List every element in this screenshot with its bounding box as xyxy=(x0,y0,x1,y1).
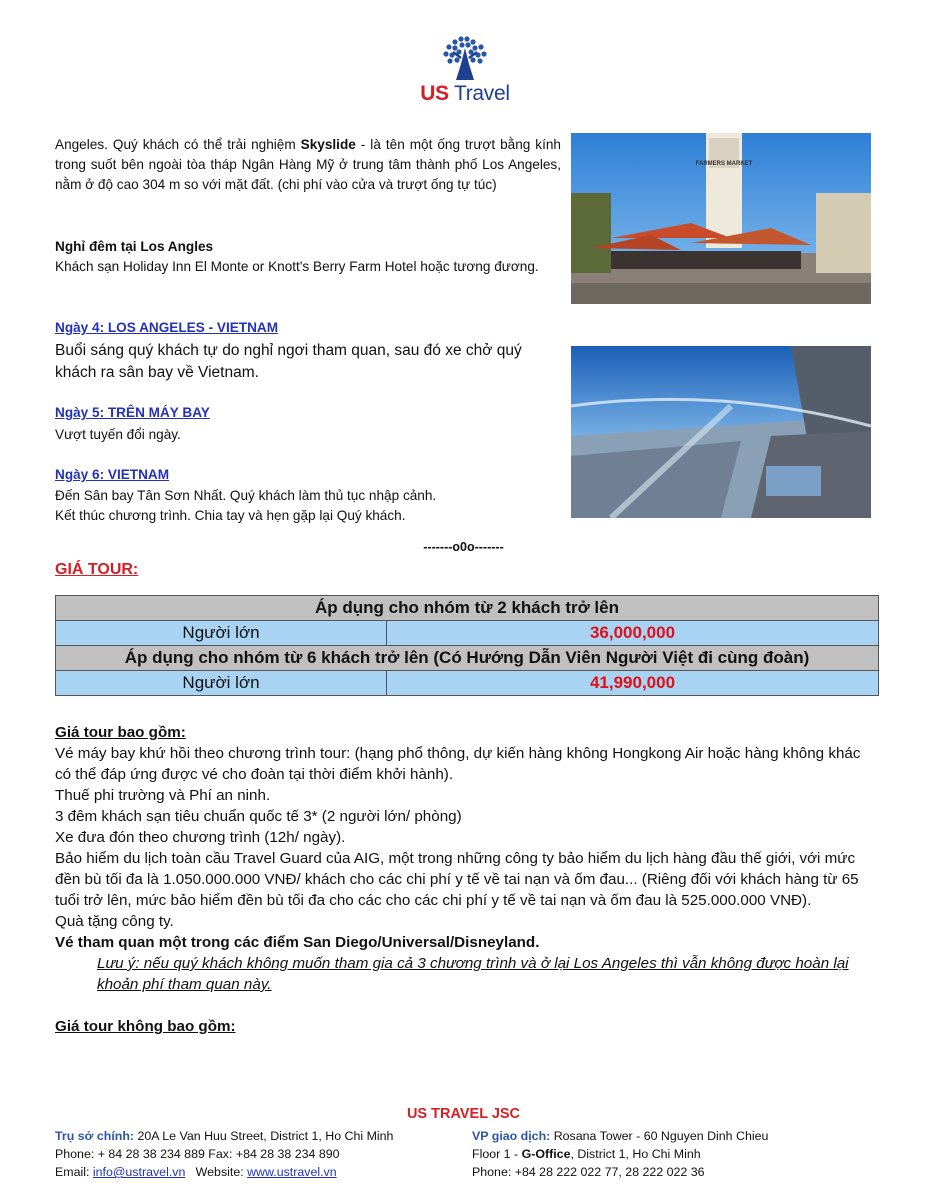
skyslide-photo xyxy=(571,346,871,518)
night-title: Nghỉ đêm tại Los Angles xyxy=(55,239,214,254)
price-row xyxy=(56,621,879,646)
list-item: 3 đêm khách sạn tiêu chuẩn quốc tế 3* (2 người lớn/ phòng) xyxy=(55,808,462,825)
price-group-row xyxy=(56,646,879,671)
footer-company: US TRAVEL JSC xyxy=(406,1106,521,1122)
list-item: Xe đưa đón theo chương trình (12h/ ngày). xyxy=(55,829,346,846)
adult-price: 36,000,000 xyxy=(387,621,879,646)
day-6-text-2: Kết thúc chương trình. Chia tay và hẹn gặp lại Quý khách. xyxy=(55,508,406,523)
list-item: Bảo hiểm du lịch toàn cầu Travel Guard của AIG, một trong những công ty bảo hiểm du lịch hàng đầu thế giới, với mức đền bù tối đa là 1.050.000.000 VNĐ/ khách cho các chi phí y tế về tai nạn và ốm đau... (Riêng đối với khách hàng từ 65 tuổi trở lên, mức bảo hiểm đền bù tối đa cho các cho các chi phí y tế về tai nạn và ốm đau là 525.000.000 VNĐ). xyxy=(55,850,859,909)
day-4-text: Buổi sáng quý khách tự do nghỉ ngơi tham quan, sau đó xe chở quý khách ra sân bay về Vietnam. xyxy=(55,342,522,381)
day-5-text: Vượt tuyến đổi ngày. xyxy=(55,427,181,442)
phone-fax: Phone: + 84 28 38 234 889 Fax: +84 28 38 234 890 xyxy=(55,1147,340,1161)
price-title: GIÁ TOUR: xyxy=(55,561,139,578)
includes-section xyxy=(55,722,879,1037)
company-logo xyxy=(415,34,515,106)
price-row xyxy=(56,671,879,696)
night-text: Khách sạn Holiday Inn El Monte or Knott's Berry Farm Hotel hoặc tương đương. xyxy=(55,259,539,274)
includes-title: Giá tour bao gồm: xyxy=(55,724,186,741)
skyslide-paragraph: Angeles. Quý khách có thể trải nghiệm Skyslide - là tên một ống trượt bằng kính trong suốt bên ngoài tòa tháp Ngân Hàng Mỹ ở trung tâm thành phố Los Angeles, nằm ở độ cao 304 m so với mặt đất. (chi phí vào cửa và trượt ống tự túc) xyxy=(55,137,561,192)
group-1-header: Áp dụng cho nhóm từ 2 khách trở lên xyxy=(56,596,879,621)
excludes-title: Giá tour không bao gồm: xyxy=(55,1018,236,1035)
farmers-market-photo xyxy=(571,133,871,304)
footer-right: VP giao dịch: Rosana Tower - 60 Nguyen Dinh Chieu Floor 1 - G-Office, District 1, Ho Chi Minh Phone: +84 28 222 022 77, 28 222 022 36 xyxy=(472,1129,769,1179)
list-item-bold: Vé tham quan một trong các điểm San Diego/Universal/Disneyland. xyxy=(55,934,540,951)
footer-left: Trụ sở chính: 20A Le Van Huu Street, District 1, Ho Chi Minh Phone: + 84 28 38 234 889 Fax: +84 28 38 234 890 Email: info@ustravel.vn Website: www.ustravel.vn xyxy=(55,1129,394,1179)
day-6-link[interactable]: Ngày 6: VIETNAM xyxy=(55,467,170,482)
list-item: Vé máy bay khứ hồi theo chương trình tour: (hạng phổ thông, dự kiến hàng không Hongkong Air hoặc hàng không khác có thể đáp ứng được vé cho đoàn tại thời điểm khởi hành). xyxy=(55,745,861,783)
adult-label: Người lớn xyxy=(56,671,387,696)
email-link[interactable]: info@ustravel.vn xyxy=(92,1165,186,1179)
price-group-row xyxy=(56,596,879,621)
adult-label: Người lớn xyxy=(56,621,387,646)
farmers-market-sign: FARMERS MARKET xyxy=(695,161,753,167)
day-4-link[interactable]: Ngày 4: LOS ANGELES - VIETNAM xyxy=(55,320,279,335)
adult-price: 41,990,000 xyxy=(387,671,879,696)
list-item: Quà tặng công ty. xyxy=(55,913,174,930)
logo-text: US Travel xyxy=(420,82,510,105)
group-2-header: Áp dụng cho nhóm từ 6 khách trở lên (Có Hướng Dẫn Viên Người Việt đi cùng đoàn) xyxy=(56,646,879,671)
tree-logo-icon xyxy=(415,34,515,82)
vp-phone: Phone: +84 28 222 022 77, 28 222 022 36 xyxy=(472,1165,705,1179)
list-item: Thuế phi trường và Phí an ninh. xyxy=(55,787,271,804)
price-table xyxy=(55,595,879,696)
day-5-link[interactable]: Ngày 5: TRÊN MÁY BAY xyxy=(55,405,210,420)
website-link[interactable]: www.ustravel.vn xyxy=(247,1165,337,1179)
day-6-text-1: Đến Sân bay Tân Sơn Nhất. Quý khách làm thủ tục nhập cảnh. xyxy=(55,488,437,503)
note: Lưu ý: nếu quý khách không muốn tham gia cả 3 chương trình và ở lại Los Angeles thì vẫn không được hoàn lại khoản phí tham quan này. xyxy=(97,955,849,993)
separator: -------o0o------- xyxy=(423,540,504,554)
